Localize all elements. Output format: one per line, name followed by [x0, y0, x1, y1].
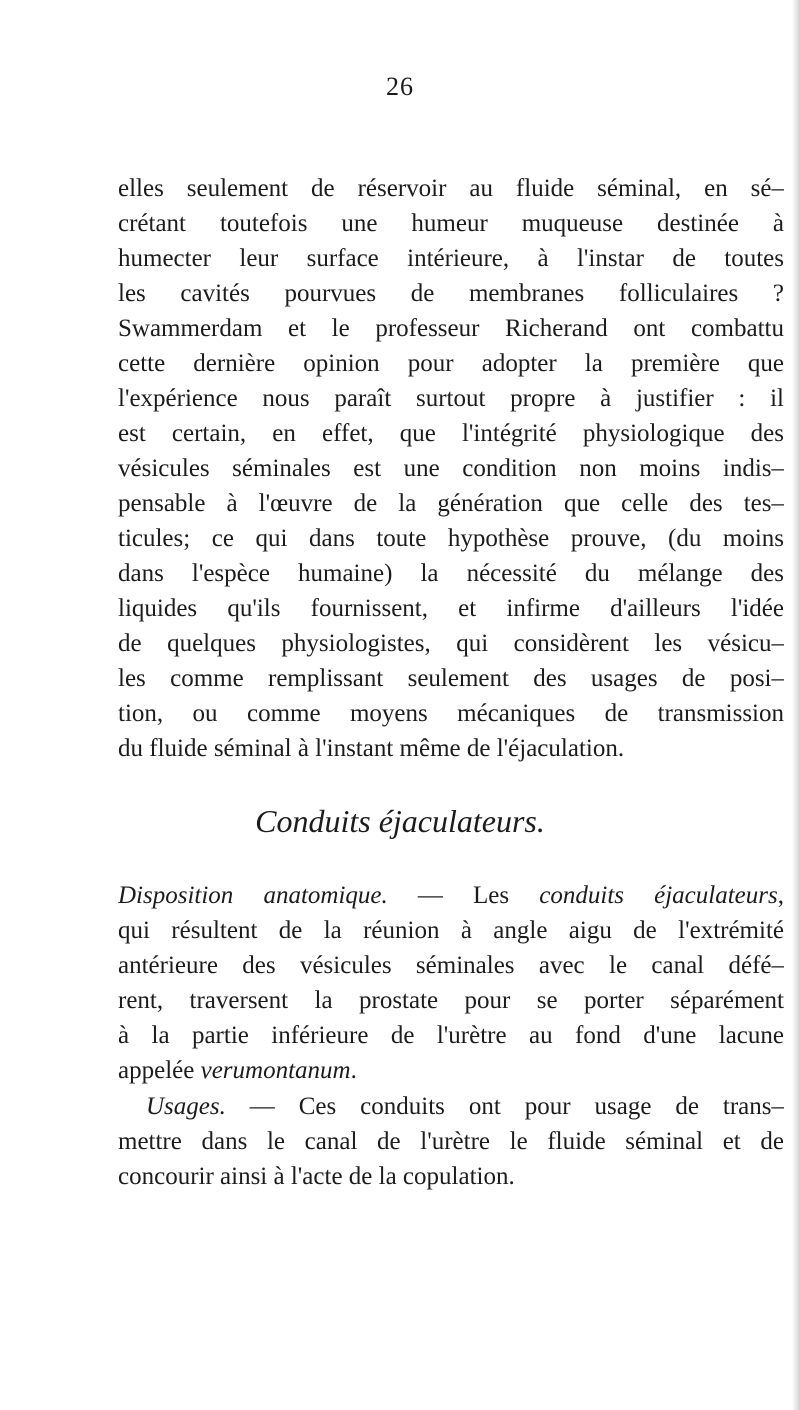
run-punct: .	[350, 1057, 357, 1084]
text-line: vésicules séminales est une condition non moins indis–	[118, 455, 784, 482]
text-line: crétant toutefois une humeur muqueuse destinée à	[118, 210, 784, 237]
run-text: — Ces conduits ont pour usage de trans–	[225, 1093, 784, 1120]
text-line: ticules; ce qui dans toute hypothèse prouve, (du moins	[118, 525, 784, 552]
text-line: concourir ainsi à l'acte de la copulation.	[118, 1163, 515, 1190]
text-line: dans l'espèce humaine) la nécessité du mélange des	[118, 560, 784, 587]
text-line	[146, 1090, 784, 1124]
text-line: est certain, en effet, que l'intégrité physiologique des	[118, 420, 784, 447]
text-line: de quelques physiologistes, qui considèrent les vésicu–	[118, 630, 784, 657]
page-edge-shadow	[792, 0, 800, 1410]
text-line: rent, traversent la prostate pour se porter séparément	[118, 987, 784, 1014]
text-line: à la partie inférieure de l'urètre au fond d'une lacune	[118, 1022, 784, 1049]
text-line	[118, 1054, 784, 1088]
text-line: elles seulement de réservoir au fluide séminal, en sé–	[118, 175, 784, 202]
run-text: appelée	[118, 1057, 201, 1084]
run-label: Usages.	[146, 1093, 226, 1120]
run-dash: — Les	[387, 882, 540, 909]
text-line: cette dernière opinion pour adopter la première que	[118, 350, 784, 377]
run-punct: ,	[777, 882, 784, 909]
text-line: les comme remplissant seulement des usages de posi–	[118, 665, 784, 692]
run-term: conduits éjaculateurs	[539, 882, 778, 909]
page-number: 26	[386, 72, 414, 101]
section-heading: Conduits éjaculateurs.	[255, 803, 545, 839]
text-line: humecter leur surface intérieure, à l'instar de toutes	[118, 245, 784, 272]
run-term: verumontanum	[200, 1057, 351, 1084]
text-line	[118, 879, 784, 913]
text-line: Swammerdam et le professeur Richerand ont combattu	[118, 315, 784, 342]
text-line: mettre dans le canal de l'urètre le fluide séminal et de	[118, 1128, 784, 1155]
text-line: du fluide séminal à l'instant même de l'éjaculation.	[118, 735, 625, 762]
run-label: Disposition anatomique.	[118, 882, 388, 909]
text-line: tion, ou comme moyens mécaniques de transmission	[118, 700, 784, 727]
text-line: l'expérience nous paraît surtout propre à justifier : il	[118, 385, 784, 412]
text-line: qui résultent de la réunion à angle aigu de l'extrémité	[118, 917, 784, 944]
text-line: pensable à l'œuvre de la génération que celle des tes–	[118, 490, 784, 517]
text-line: liquides qu'ils fournissent, et infirme d'ailleurs l'idée	[118, 595, 784, 622]
text-line: les cavités pourvues de membranes folliculaires ?	[118, 280, 784, 307]
text-line: antérieure des vésicules séminales avec le canal défé–	[118, 952, 784, 979]
